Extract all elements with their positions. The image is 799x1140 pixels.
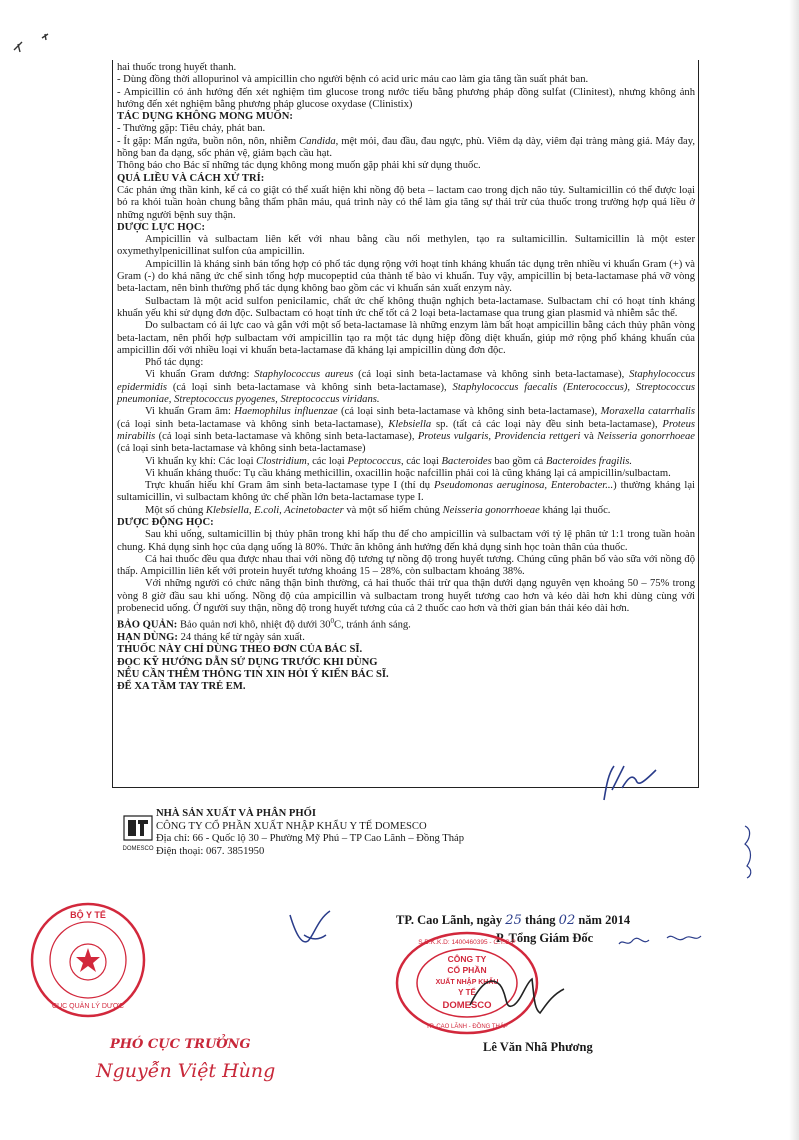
text-run: (cả loại sinh beta-lactamase và không sinh beta-lactamase), — [167, 381, 453, 393]
manufacturer-heading: NHÀ SẢN XUẤT VÀ PHÂN PHỐI — [156, 808, 316, 819]
italic-run: Moraxella catarrhalis — [600, 406, 695, 418]
stamp-line: CỔ PHẦN — [447, 965, 487, 975]
italic-run: Bacteroides — [441, 455, 492, 467]
handwritten-note — [615, 928, 705, 954]
warning-line: THUỐC NÀY CHỈ DÙNG THEO ĐƠN CỦA BÁC SĨ. — [117, 644, 363, 656]
paragraph: Ampicillin và sulbactam liên kết với nhau bằng cầu nối methylen, tạo ra sultamicillin. Sultamicillin là một ester oxymethylpenicillinat sulfon của ampicillin. — [117, 234, 695, 258]
domesco-logo — [120, 812, 156, 852]
paragraph — [117, 369, 695, 406]
text-run: bao gồm cả — [491, 455, 546, 467]
italic-run: Pseudomonas aeruginosa, Enterobacter... — [433, 480, 614, 492]
stamp-line: XUẤT NHẬP KHẨU — [435, 979, 499, 986]
text-run: Một số chủng — [145, 504, 206, 516]
paragraph: Sulbactam là một acid sulfon penicilamic, chất ức chế không thuận nghịch beta-lactamase. Sulbactam chỉ có hoạt tính kháng khuẩn yếu khi sử dụng đơn độc. Sulbactam có hoạt tính ức chế tốt cả 2 loại beta-lactamase qua trung gian plasmid và nhiễm sắc thể. — [117, 295, 695, 319]
text-run: Vi khuẩn kỵ khí: Các loại — [145, 455, 257, 467]
text-line — [117, 632, 695, 644]
degree-superscript: 0 — [330, 617, 335, 626]
expiry-label: HẠN DÙNG: — [117, 632, 178, 644]
paragraph — [117, 406, 695, 455]
text-run: Vi khuẩn Gram âm: — [145, 406, 235, 418]
paragraph — [117, 505, 695, 517]
stamp-line: Y TẾ — [458, 988, 476, 997]
text-run: Vi khuẩn Gram dương: — [145, 369, 255, 381]
text-run: Trực khuẩn hiếu khí Gram âm sinh beta-lactamase type I (thí dụ — [145, 480, 434, 492]
company-name: CÔNG TY CỔ PHẦN XUẤT NHẬP KHẨU Y TẾ DOMESCO — [156, 820, 427, 832]
paragraph: Cả hai thuốc đều qua được nhau thai với nồng độ tương tự nồng độ trong huyết tương. Chúng cũng phân bố vào sữa với nồng độ thấp. Ampicillin liên kết với protein huyết tương khoảng 15 – 28%, còn sulbactam khoảng 38%. — [117, 553, 695, 578]
italic-run: Staphylococcus epidermidis — [117, 369, 695, 393]
paragraph: Do sulbactam có ái lực cao và gắn với một số beta-lactamase là những enzym làm bất hoạt ampicillin bằng cách thủy phân vòng beta-lactam, nên phối hợp sulbactam với ampicillin tạo ra một tác dụng hiệp đồng diệt khuẩn, giúp mở rộng phổ kháng khuẩn của ampicillin đối với nhiều loại vi khuẩn beta-lactamase đã kháng lại ampicillin dùng đơn độc. — [117, 320, 695, 356]
text-run: ) thường kháng lại sultamicillin, vì sulbactam không ức chế phần lớn beta-lactamase type I. — [117, 480, 695, 504]
text-line: Thông báo cho Bác sĩ những tác dụng không mong muốn gặp phải khi sử dụng thuốc. — [117, 160, 481, 172]
italic-run: Neisseria gonorrhoeae — [442, 504, 540, 516]
signer-name: Lê Văn Nhã Phương — [483, 1040, 593, 1054]
text-run: và một số hiếm chủng — [343, 504, 443, 516]
italic-run: Haemophilus influenzae — [234, 406, 338, 418]
text-line: - Thường gặp: Tiêu chảy, phát ban. — [117, 123, 266, 135]
text-run: (cả loại sinh beta-lactamase và không sinh beta-lactamase), — [337, 406, 601, 418]
stamp-ring-bottom: TP. CAO LÃNH - ĐỒNG THÁP — [426, 1024, 508, 1030]
signature-director — [460, 965, 570, 1025]
italic-run: Peptococcus — [347, 455, 401, 467]
manufacturer-block — [156, 808, 606, 858]
italic-run: Staphylococcus aureus — [254, 369, 354, 381]
warning-line: ĐỂ XA TẦM TAY TRẺ EM. — [117, 681, 246, 693]
logo-text: DOMESCO — [122, 846, 154, 852]
signature-center — [280, 905, 340, 955]
paragraph — [117, 456, 695, 468]
ministry-stamp-top: BỘ Y TẾ — [70, 910, 106, 920]
company-address: Địa chỉ: 66 - Quốc lộ 30 – Phường Mỹ Phú – TP Cao Lãnh – Đồng Tháp — [156, 833, 465, 845]
text-run: - Ít gặp: Mẩn ngứa, buồn nôn, nôn, nhiễm — [117, 135, 300, 147]
text-run: Bảo quản nơi khô, nhiệt độ dưới 30 — [177, 619, 331, 631]
italic-run: Candida — [299, 135, 336, 147]
stamp-ring-text: S.Đ.K.K.D: 1400460395 - C.T.C.P — [418, 939, 516, 946]
italic-run: Proteus mirabilis — [117, 418, 695, 442]
text-run: và — [580, 430, 598, 442]
text-run: (cả loại sinh beta-lactamase và không sinh beta-lactamase) — [117, 443, 366, 455]
text-run: kháng lại thuốc. — [539, 504, 611, 516]
text-line: - Dùng đồng thời allopurinol và ampicillin cho người bệnh có acid uric máu cao làm gia tăng tần suất phát ban. — [117, 74, 589, 86]
text-run: C, tránh ánh sáng. — [334, 619, 411, 631]
year-label: năm 2014 — [578, 913, 631, 927]
stamp-line: CÔNG TY — [447, 954, 487, 964]
place-label: TP. Cao Lãnh, ngày — [396, 913, 503, 927]
date-line — [396, 913, 630, 928]
corner-mark — [8, 30, 58, 60]
text-line: - Ampicillin có ảnh hưởng đến xét nghiệm tìm glucose trong nước tiểu bằng phương pháp đồng sulfat (Clinitest), nhưng không ảnh hưởng đến xét nghiệm bằng phương pháp glucose oxydase (Clinistix) — [117, 86, 695, 110]
warning-line: NẾU CẦN THÊM THÔNG TIN XIN HỎI Ý KIẾN BÁC SĨ. — [117, 669, 389, 681]
text-run: 24 tháng kể từ ngày sản xuất. — [177, 632, 305, 644]
text-line — [117, 136, 695, 161]
signer-title: P. Tổng Giám Đốc — [496, 931, 594, 945]
text-run: , các loại — [400, 455, 442, 467]
section-heading: TÁC DỤNG KHÔNG MONG MUỐN: — [117, 111, 293, 123]
deputy-name: Nguyễn Việt Hùng — [96, 1060, 276, 1082]
deputy-title: PHÓ CỤC TRƯỞNG — [110, 1037, 251, 1052]
scan-edge — [789, 0, 799, 1140]
text-line: Các phản ứng thần kinh, kể cả co giật có thể xuất hiện khi nồng độ beta – lactam cao trong dịch não tủy. Sultamicillin có thể được loại bỏ ra khỏi tuần hoàn chung bằng thẩm phân máu, quá trình này có thể làm gia tăng sự thải trừ của thuốc trong trường hợp quá liều ở những người bệnh suy thận. — [117, 184, 695, 221]
stamp-line: DOMESCO — [442, 1000, 492, 1011]
text-run: (cả loại sinh beta-lactamase và không sinh beta-lactamase), — [117, 418, 389, 430]
italic-run: Bacteroides fragilis. — [545, 455, 633, 467]
italic-run: Klebsiella — [388, 418, 432, 430]
text-run: , mệt mỏi, đau đầu, đau ngực, phù. Viêm dạ dày, viêm đại tràng màng giả. Máy đay, hồng ban đa dạng, sốc phản vệ, giảm bạch cầu hạt. — [117, 135, 695, 160]
paragraph: Phổ tác dụng: — [145, 357, 204, 369]
month-label: tháng — [524, 913, 556, 927]
day-handwritten: 25 — [505, 913, 522, 928]
signature-initials-right — [598, 760, 668, 806]
text-run: (cả loại sinh beta-lactamase và không sinh beta-lactamase), — [353, 369, 630, 381]
italic-run: Staphylococcus faecalis (Enterococcus), Streptococcus pneumoniae, Streptococcus pyogenes, Streptococcus viridans. — [117, 381, 695, 406]
text-run: sp. (tất cả các loại này đều sinh beta-lactamase), — [431, 418, 663, 430]
document-body — [117, 62, 695, 694]
text-line: hai thuốc trong huyết thanh. — [117, 62, 237, 73]
text-run: , các loại — [306, 455, 348, 467]
warning-line: ĐỌC KỸ HƯỚNG DẪN SỬ DỤNG TRƯỚC KHI DÙNG — [117, 656, 378, 668]
paragraph: Sau khi uống, sultamicillin bị thủy phân trong khi hấp thu để cho ampicillin và sulbactam với tỷ lệ phân tử 1:1 trong tuần hoàn chung. Khả dụng sinh học của dạng uống là 80%. Thức ăn không ảnh hưởng đến khả dụng sinh học toàn thân của thuốc. — [117, 529, 695, 553]
section-heading: QUÁ LIỀU VÀ CÁCH XỬ TRÍ: — [117, 172, 265, 184]
section-heading: DƯỢC ĐỘNG HỌC: — [117, 516, 214, 528]
storage-label: BẢO QUẢN: — [117, 619, 178, 631]
paragraph — [117, 480, 695, 505]
paragraph: Với những người có chức năng thận bình thường, cả hai thuốc thải trừ qua thận dưới dạng nguyên vẹn khoảng 50 – 75% trong vòng 8 giờ đầu sau khi uống. Nồng độ của ampicillin và sulbactam trong huyết tương cao hơn và kéo dài hơn khi dùng cùng với probenecid uống. Ở người suy thận, nồng độ trong huyết tương của cả 2 thuốc cao hơn và thời gian bán thải kéo dài hơn. — [117, 578, 695, 615]
ministry-stamp-ring: CỤC QUẢN LÝ DƯỢC — [52, 1003, 124, 1010]
italic-run: Proteus vulgaris, Providencia rettgeri — [417, 430, 581, 442]
ministry-stamp — [28, 900, 148, 1020]
italic-run: Clostridium — [256, 455, 307, 467]
italic-run: Neisseria gonorrhoeae — [597, 430, 695, 442]
text-line — [117, 615, 695, 632]
section-heading: DƯỢC LỰC HỌC: — [117, 221, 206, 233]
text-run: (cả loại sinh beta-lactamase và không sinh beta-lactamase), — [155, 430, 418, 442]
paragraph: Vi khuẩn kháng thuốc: Tụ cầu kháng methicillin, oxacillin hoặc nafcillin phải coi là cũng kháng lại cả ampicillin/sulbactam. — [145, 467, 671, 479]
month-handwritten: 02 — [558, 913, 576, 928]
paragraph: Ampicillin là kháng sinh bán tổng hợp có phổ tác dụng rộng với hoạt tính kháng khuẩn tác dụng trên nhiều vi khuẩn Gram (+) và Gram (-) do khả năng ức chế sinh tổng hợp mucopeptid của thành tế bào vi khuẩn. Tuy vậy, ampicillin bị beta-lactamase phá vỡ vòng beta-lactam, nên bình thường phổ tác dụng không bao gồm các vi khuẩn sản xuất enzym này. — [117, 258, 695, 295]
italic-run: Klebsiella, E.coli, Acinetobacter — [205, 504, 344, 516]
company-phone: Điện thoại: 067. 3851950 — [156, 845, 265, 857]
margin-mark — [735, 820, 765, 880]
